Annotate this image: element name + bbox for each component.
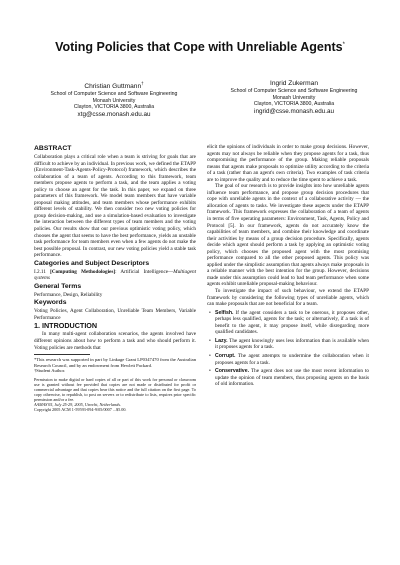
list-item: • Lazy. The agent knowingly uses less information than is available when it proposes agents for a task. xyxy=(215,338,369,351)
footnote-student: †Student Author. xyxy=(34,368,66,374)
general-terms-heading: General Terms xyxy=(34,282,82,290)
author-name: Ingrid Zukerman xyxy=(269,80,318,87)
author-name: Christian Guttmann† xyxy=(84,81,144,91)
author-address: Clayton, VICTORIA 3800, Australia xyxy=(253,101,335,107)
title-text: Voting Policies that Cope with Unreliable Agents xyxy=(55,40,343,54)
introduction-paragraph: In many multi-agent collaboration scenarios, the agents involved have different opinions about how to perform a task and who should perform it. Voting policies are methods that xyxy=(34,331,196,351)
abstract-heading: ABSTRACT xyxy=(34,145,72,152)
introduction-heading: 1. INTRODUCTION xyxy=(34,321,98,331)
keywords-heading: Keywords xyxy=(34,299,67,307)
author-address: Clayton, VICTORIA 3800, Australia xyxy=(73,104,155,111)
footnote-rule xyxy=(34,354,90,355)
author-univ: Monash University xyxy=(272,94,316,101)
author-univ: Monash University xyxy=(92,97,136,104)
copyright-line: Copyright 2005 ACM 1-59593-094-9/05/0007 ...$5.00. xyxy=(34,407,127,413)
author-block xyxy=(34,80,374,119)
agent-type-list xyxy=(207,310,369,388)
body-paragraph: elicit the opinions of individuals in order to make group decisions. However, agents may not always be reliable when they propose agents for a task, thus compromising the performance of the group. Making reliable proposals means that agents make proposals to optimize utility according to the criteria of a task (rather than an agent's own criteria). Two examples of task criteria are to improve the quality and to reduce the time spent to achieve a task. xyxy=(207,144,369,183)
keywords-text: Voting Policies, Agent Collaboration, Unreliable Team Members, Variable Performance xyxy=(34,308,196,321)
author-email: ingrid@csse.monash.edu.au xyxy=(254,107,334,115)
body-paragraph: The goal of our research is to provide insights into how unreliable agents influence team performance, and propose group decision procedures that cope with unreliable agents in the context of a collaborative activity — the allocation of agents to tasks. We investigate these aspects under the ETAPP framework. This framework expresses the collaboration of a team of agents in terms of five operating parameters: Environment, Task, Agents, Policy and Protocol [5]. In our framework, agents do not accurately know the capabilities of team members, and combine their knowledge and coordinate their activities by means of a group decision procedure. Specifically, agents decide which agent should perform a task by applying an optimistic voting policy, which chooses the proposed agent with the most promising performance compared to all the other proposed agents. This policy was applied under the simplistic assumption that agents always make proposals in a reliable manner with the best intention for the group. However, decisions made under this assumption could lead to bad team performance when some agents exhibit unreliable proposal-making behaviour. xyxy=(207,183,369,288)
list-item: • Corrupt. The agent attempts to undermine the collaboration when it proposes agents for a task. xyxy=(215,353,369,366)
footnote-funding: *This research was supported in part by Linkage Grant LP0347470 from the Australian Research Council, and by an endowment from Hewlett Packard. xyxy=(34,357,196,368)
categories-heading: Categories and Subject Descriptors xyxy=(34,259,150,267)
conference-line: AAMAS'05, July 25-29, 2005, Utrecht, Netherlands. xyxy=(34,402,122,408)
left-column xyxy=(34,144,196,413)
list-item: • Conservative. The agent does not use the most recent information to update the opinion of team members, thus proposing agents on the basis of old information. xyxy=(215,368,369,388)
abstract-text: Collaboration plays a critical role when a team is striving for goals that are difficult to achieve by an individual. In previous work, we defined the ETAPP (Environment-Task-Agents-Policy-Protocol) framework, which describes the collaboration of a team of agents. According to this framework, team members propose agents to perform a task, and the team applies a voting policy to choose an agent for the task. In this paper, we expand on three parameters of this framework. We model team members that have variable proposal making attitudes, and team members whose performance exhibits different levels of stability. We then consider two new voting policies for group decision-making, and use a simulation-based evaluation to investigate the interaction between the different types of team members and the voting policies. Our results show that our previous optimistic voting policy, which chooses the agent that seems to have the best performance, yields an unstable task performance for team members even when a few agents do not make the best possible proposal. In contrast, our new voting policies yield a stable task performance. xyxy=(34,154,196,259)
general-terms-text: Performance, Design, Reliability xyxy=(34,291,103,298)
paper-title xyxy=(0,40,400,54)
author-dept: School of Computer Science and Software Engineering xyxy=(50,91,178,98)
permission-notice: Permission to make digital or hard copies of all or part of this work for personal or classroom use is granted without fee provided that copies are not made or distributed for profit or commercial advantage and that copies bear this notice and the full citation on the first page. To copy otherwise, to republish, to post on servers or to redistribute to lists, requires prior specific permission and/or a fee. xyxy=(34,376,196,403)
list-item: • Selfish. If the agent considers a task to be onerous, it proposes other, perhaps less qualified, agents for the task; or alternatively, if a task is of benefit to the agent, it may propose itself, while disregarding more qualified candidates. xyxy=(215,310,369,336)
title-footnote-mark: * xyxy=(342,41,345,48)
author-email: xtg@csse.monash.edu.au xyxy=(77,110,151,118)
right-column xyxy=(207,144,369,390)
body-paragraph: To investigate the impact of such behaviour, we extend the ETAPP framework by considering the following types of unreliable agents, which can make proposals that are not beneficial for a team. xyxy=(207,288,369,308)
author-dept: School of Computer Science and Software Engineering xyxy=(230,88,358,94)
author-2 xyxy=(214,80,374,119)
author-1 xyxy=(34,80,194,119)
categories-text: I.2.11 [Computing Methodologies]: Artificial Intelligence—Multiagent systems xyxy=(34,268,197,282)
